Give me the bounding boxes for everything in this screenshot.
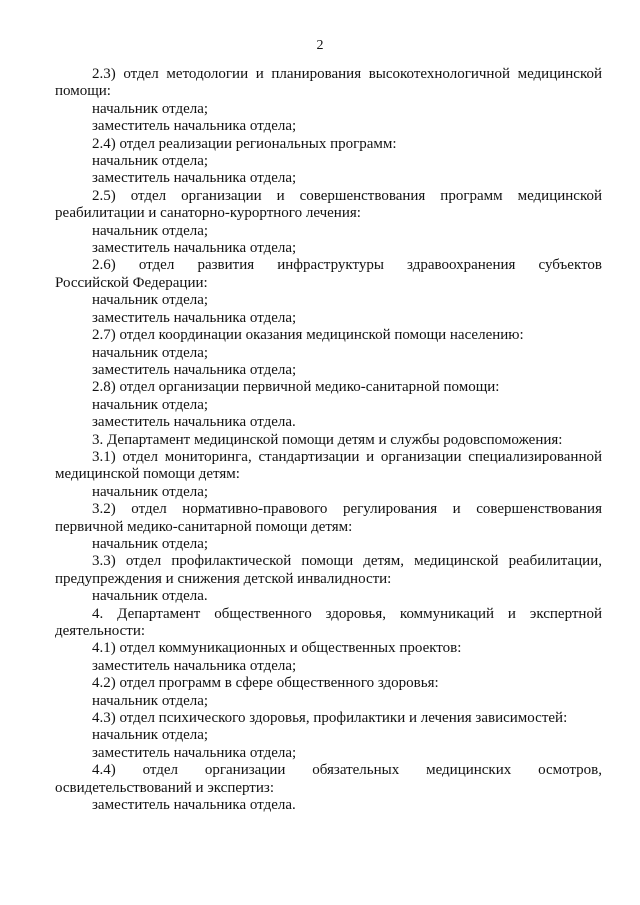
list-item: начальник отдела; [92,344,209,361]
list-item: 2.4) отдел реализации региональных программ: [92,135,397,152]
list-item: заместитель начальника отдела. [92,797,296,814]
list-item: заместитель начальника отдела; [92,361,297,378]
list-item: заместитель начальника отдела; [92,309,297,326]
paragraph-continuation: помощи: [55,83,111,100]
list-item: начальник отдела; [92,483,209,500]
list-item: 2.7) отдел координации оказания медицинской помощи населению: [92,327,524,344]
list-item: заместитель начальника отдела. [92,414,296,431]
list-item: 4.2) отдел программ в сфере общественного здоровья: [92,675,439,692]
paragraph-continuation: Российской Федерации: [55,274,208,291]
list-item: начальник отдела; [92,222,209,239]
paragraph-continuation: деятельности: [55,623,146,639]
list-item: 4.3) отдел психического здоровья, профилактики и лечения зависимостей: [92,710,568,727]
list-item: начальник отдела; [92,153,209,170]
paragraph-first-line: 4. Департамент общественного здоровья, коммуникаций и экспертной [92,605,602,622]
list-item: начальник отдела; [92,396,209,413]
paragraph-first-line: 4.4) отдел организации обязательных медицинских осмотров, [92,762,602,779]
paragraph-first-line: 3.1) отдел мониторинга, стандартизации и организации специализированной [92,448,602,465]
list-item: заместитель начальника отдела; [92,657,297,674]
paragraph-continuation: предупреждения и снижения детской инвалидности: [55,570,392,587]
list-item: начальник отдела. [92,588,208,605]
paragraph-first-line: 2.5) отдел организации и совершенствования программ медицинской [92,187,602,204]
paragraph-first-line: 2.3) отдел методологии и планирования высокотехнологичной медицинской [92,66,602,82]
list-item: 2.8) отдел организации первичной медико-санитарной помощи: [92,379,500,396]
paragraph-continuation: медицинской помощи детям: [55,466,240,483]
list-item: начальник отдела; [92,535,209,552]
list-item: заместитель начальника отдела; [92,744,297,761]
paragraph-continuation: реабилитации и санаторно-курортного лечения: [55,205,361,222]
list-item: начальник отдела; [92,100,209,117]
list-item: 4.1) отдел коммуникационных и общественных проектов: [92,640,462,657]
paragraph-first-line: 3.3) отдел профилактической помощи детям, медицинской реабилитации, [92,553,602,570]
list-item: начальник отдела; [92,292,209,309]
paragraph-continuation: освидетельствований и экспертиз: [55,779,274,796]
list-item: начальник отдела; [92,727,209,744]
list-item: заместитель начальника отдела; [92,118,297,135]
list-item: заместитель начальника отдела; [92,240,297,257]
document-body [55,66,602,814]
list-item: заместитель начальника отдела; [92,170,297,187]
list-item: начальник отдела; [92,692,209,709]
page-number: 2 [316,38,324,53]
paragraph-continuation: первичной медико-санитарной помощи детям: [55,518,353,535]
paragraph-first-line: 3.2) отдел нормативно-правового регулирования и совершенствования [92,501,602,518]
paragraph-first-line: 2.6) отдел развития инфраструктуры здравоохранения субъектов [92,257,602,274]
list-item: 3. Департамент медицинской помощи детям и службы родовспоможения: [92,431,563,448]
